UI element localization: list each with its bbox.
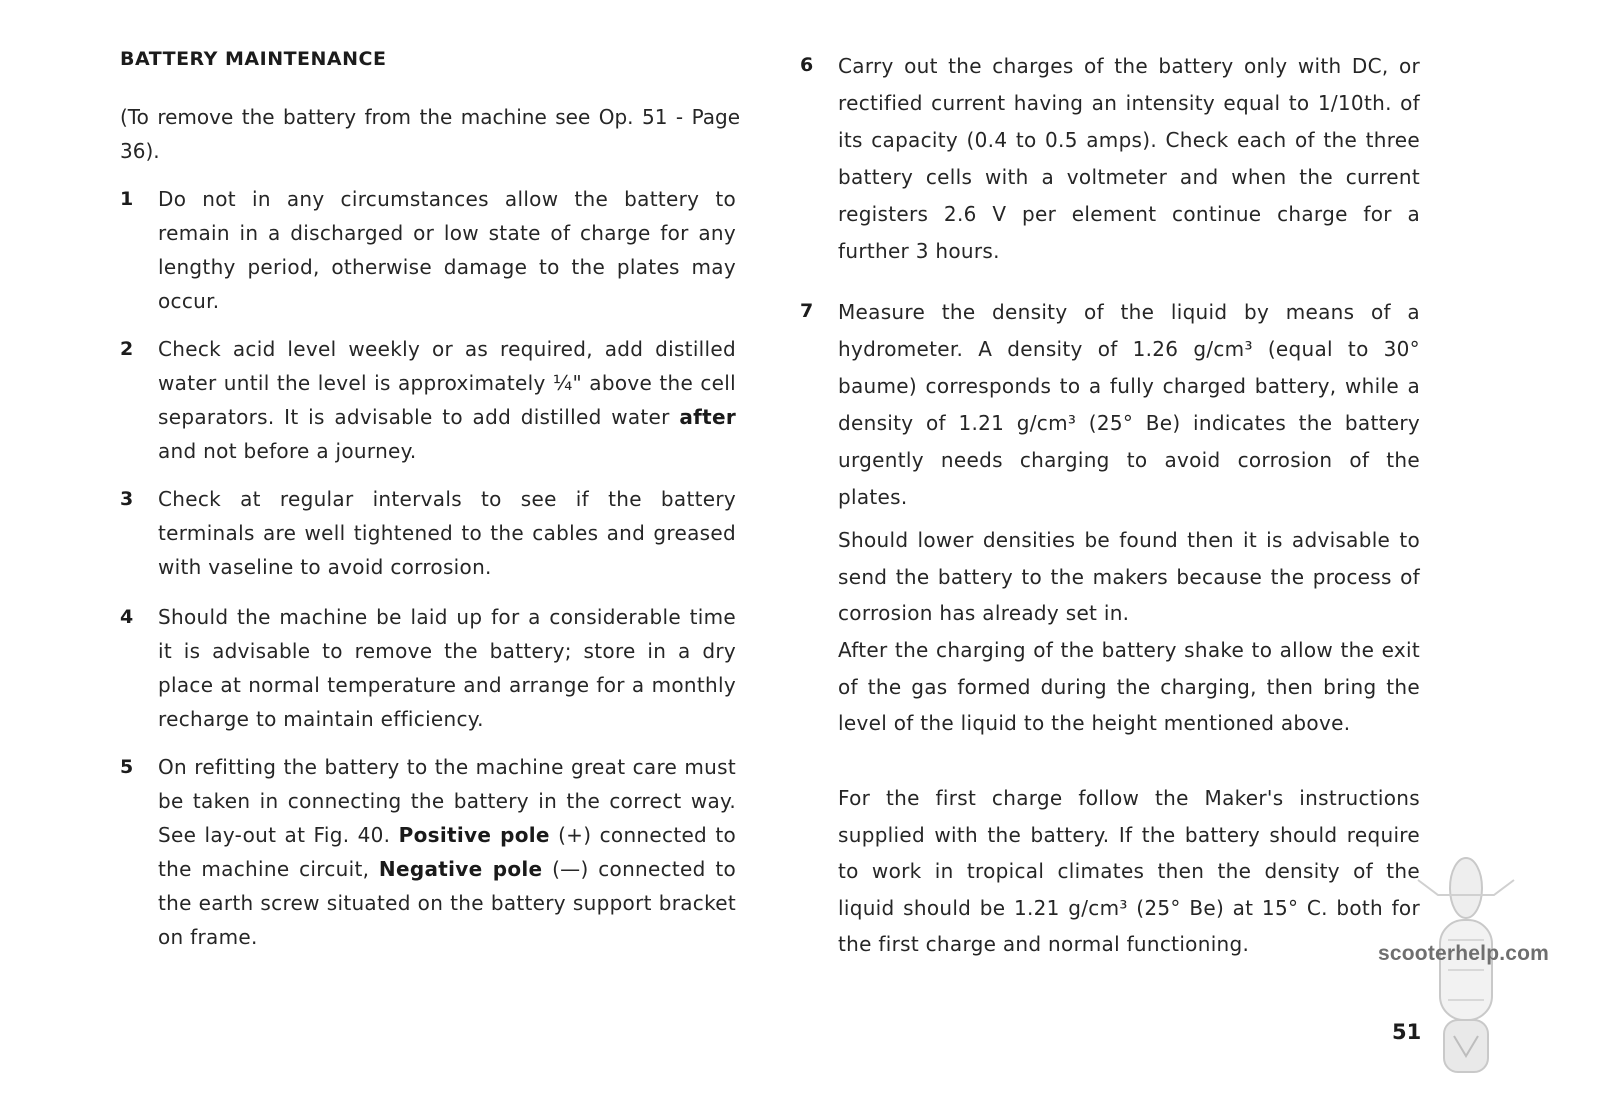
item-number: 6 (800, 54, 814, 76)
body-paragraph: After the charging of the battery shake to allow the exit of the gas formed during the charging, then bring the level of the liquid to the height mentioned above. (838, 638, 1420, 735)
body-paragraph: Should lower densities be found then it is advisable to send the battery to the makers because the process of corrosion has already set in. (838, 528, 1420, 625)
item-number: 3 (120, 488, 134, 510)
item-text-bold: Positive pole (398, 823, 550, 847)
item-text (158, 750, 736, 954)
item-text-bold: after (679, 405, 736, 429)
item-text: Measure the density of the liquid by means of a hydrometer. A density of 1.26 g/cm³ (equal to 30° baume) corresponds to a fully charged battery, while a density of 1.21 g/cm³ (25° Be) indicates the battery urgently needs charging to avoid corrosion of the plates. (838, 300, 1420, 509)
body-paragraph: For the first charge follow the Maker's instructions supplied with the battery. If the battery should require to work in tropical climates then the density of the liquid should be 1.21 g/cm³ (25° Be) at 15° C. both for the first charge and normal functioning. (838, 786, 1420, 956)
item-text-part: and not before a journey. (158, 439, 417, 463)
intro-paragraph: (To remove the battery from the machine see Op. 51 - Page 36). (120, 105, 740, 163)
section-heading: BATTERY MAINTENANCE (120, 48, 387, 70)
item-text-part: On refitting the battery to the machine great care must be taken in connecting the battery in the correct way. See lay-out at Fig. 40. (158, 755, 736, 847)
item-text: Should the machine be laid up for a considerable time it is advisable to remove the battery; store in a dry place at normal temperature and arrange for a monthly recharge to maintain efficiency. (158, 605, 736, 731)
item-text-part: (+) connected to the machine circuit, (158, 823, 737, 881)
item-text-part: (—) connected to the earth screw situated on the battery support bracket on frame. (158, 857, 736, 949)
item-text: Do not in any circumstances allow the battery to remain in a discharged or low state of charge for any lengthy period, otherwise damage to the plates may occur. (158, 187, 736, 313)
watermark-text: scooterhelp.com (1378, 942, 1550, 965)
item-number: 2 (120, 338, 134, 360)
item-text: Carry out the charges of the battery only with DC, or rectified current having an intensity equal to 1/10th. of its capacity (0.4 to 0.5 amps). Check each of the three battery cells with a voltmeter and when the current registers 2.6 V per element continue charge for a further 3 hours. (838, 54, 1420, 263)
item-number: 4 (120, 606, 134, 628)
page-number: 51 (1392, 1020, 1422, 1044)
item-text-bold: Negative pole (378, 857, 543, 881)
item-number: 7 (800, 300, 814, 322)
item-text: Check at regular intervals to see if the battery terminals are well tightened to the cables and greased with vaseline to avoid corrosion. (158, 487, 736, 579)
item-text (158, 332, 736, 468)
item-number: 5 (120, 756, 134, 778)
item-text-part: Check acid level weekly or as required, add distilled water until the level is approximately ¼" above the cell separators. It is advisable to add distilled water (158, 337, 736, 429)
item-number: 1 (120, 188, 134, 210)
